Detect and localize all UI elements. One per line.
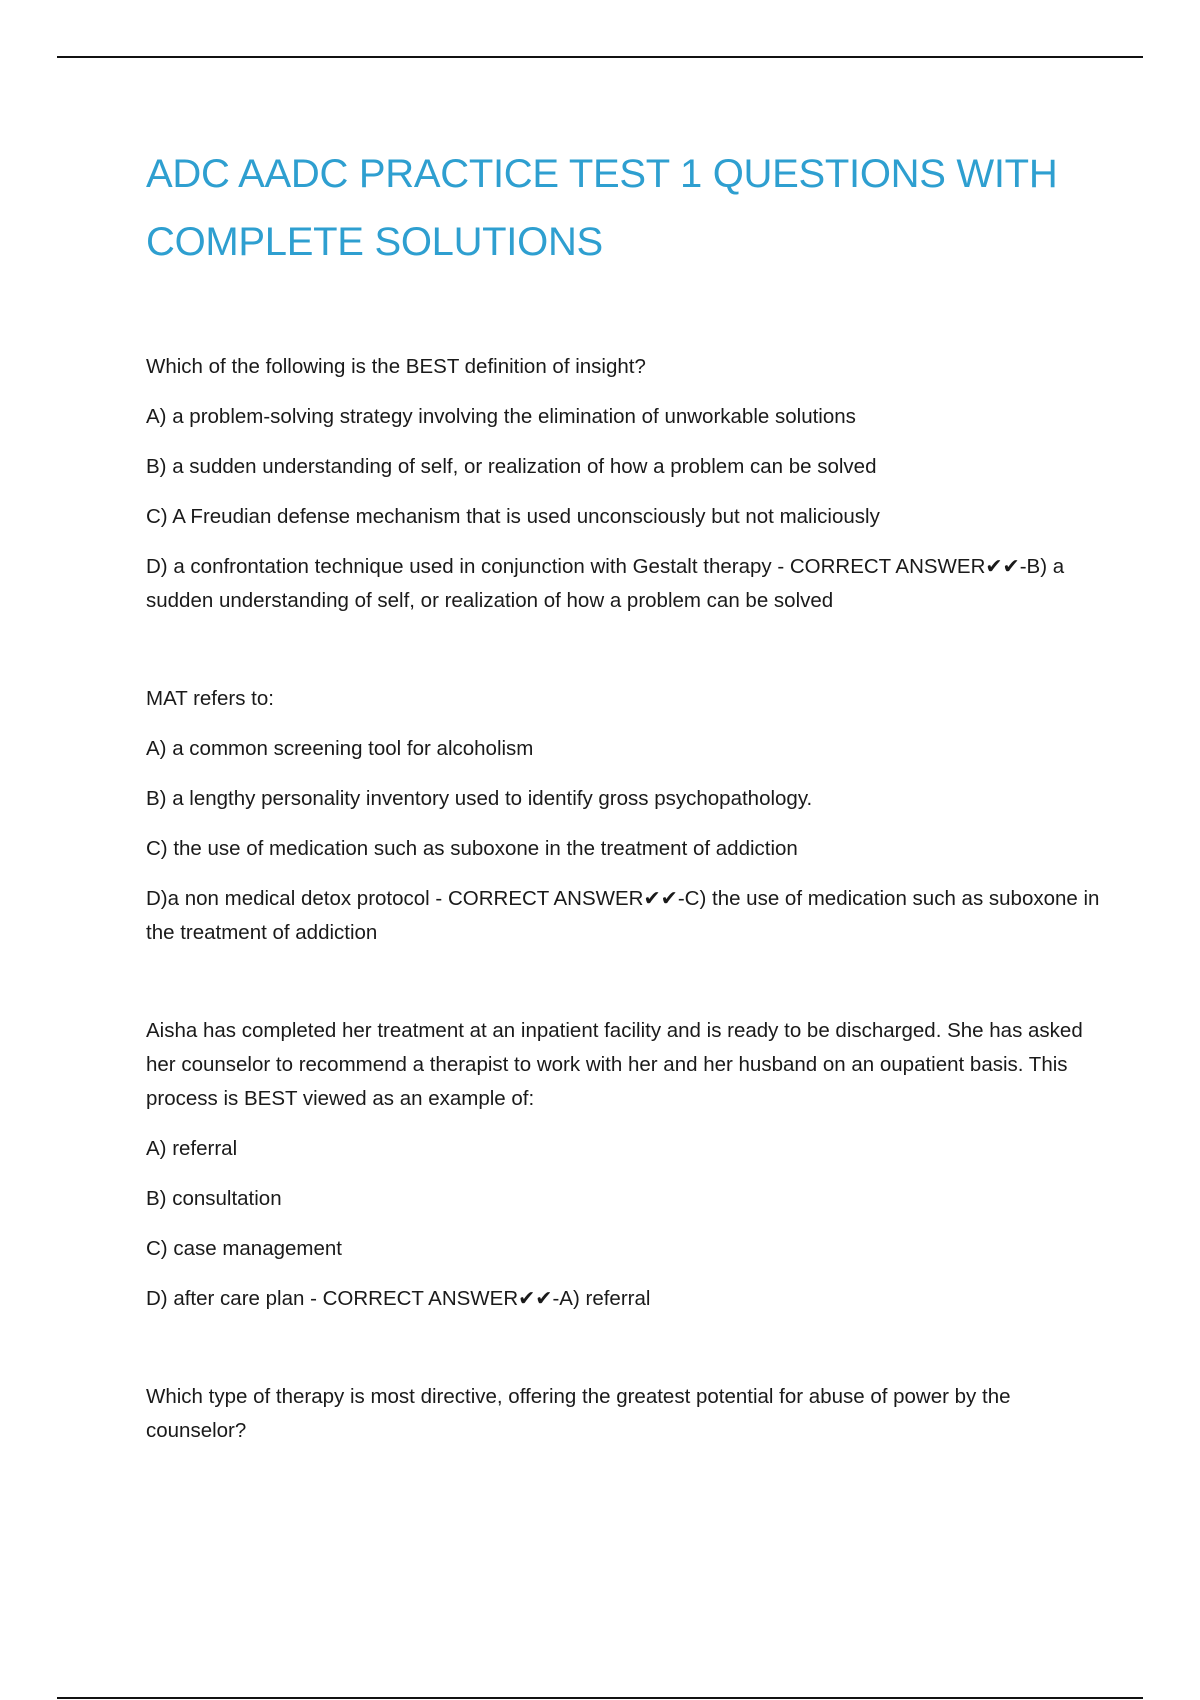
question-prompt: MAT refers to: xyxy=(146,687,274,710)
question-block xyxy=(146,682,1101,950)
answer-option: A) referral xyxy=(146,1137,238,1160)
question-prompt: Which of the following is the BEST definition of insight? xyxy=(146,355,646,378)
question-list xyxy=(146,350,1101,1448)
answer-option-with-solution: D) after care plan - CORRECT ANSWER✔✔-A) referral xyxy=(146,1287,651,1310)
answer-option: B) a sudden understanding of self, or realization of how a problem can be solved xyxy=(146,455,877,478)
answer-option: C) A Freudian defense mechanism that is used unconsciously but not maliciously xyxy=(146,505,880,528)
footer-rule xyxy=(57,1697,1143,1699)
answer-option: B) a lengthy personality inventory used to identify gross psychopathology. xyxy=(146,787,813,810)
question-block xyxy=(146,1380,1101,1448)
question-prompt: Aisha has completed her treatment at an inpatient facility and is ready to be discharged. She has asked her counselor to recommend a therapist to work with her and her husband on an oupatient basis. This process is BEST viewed as an example of: xyxy=(146,1019,1083,1110)
answer-option: C) case management xyxy=(146,1237,342,1260)
question-prompt: Which type of therapy is most directive, offering the greatest potential for abuse of power by the counselor? xyxy=(146,1385,1011,1442)
answer-option: A) a problem-solving strategy involving the elimination of unworkable solutions xyxy=(146,405,856,428)
question-block xyxy=(146,1014,1101,1316)
answer-option: C) the use of medication such as suboxone in the treatment of addiction xyxy=(146,837,798,860)
question-block xyxy=(146,350,1101,618)
document-body xyxy=(146,140,1101,1512)
answer-option-with-solution: D) a confrontation technique used in conjunction with Gestalt therapy - CORRECT ANSWER✔✔-B) a sudden understanding of self, or realization of how a problem can be solved xyxy=(146,555,1065,612)
answer-option: A) a common screening tool for alcoholism xyxy=(146,737,534,760)
answer-option: B) consultation xyxy=(146,1187,282,1210)
document-title: ADC AADC PRACTICE TEST 1 QUESTIONS WITH COMPLETE SOLUTIONS xyxy=(146,152,1058,264)
answer-option-with-solution: D)a non medical detox protocol - CORRECT ANSWER✔✔-C) the use of medication such as suboxone in the treatment of addiction xyxy=(146,887,1100,944)
header-rule xyxy=(57,56,1143,58)
